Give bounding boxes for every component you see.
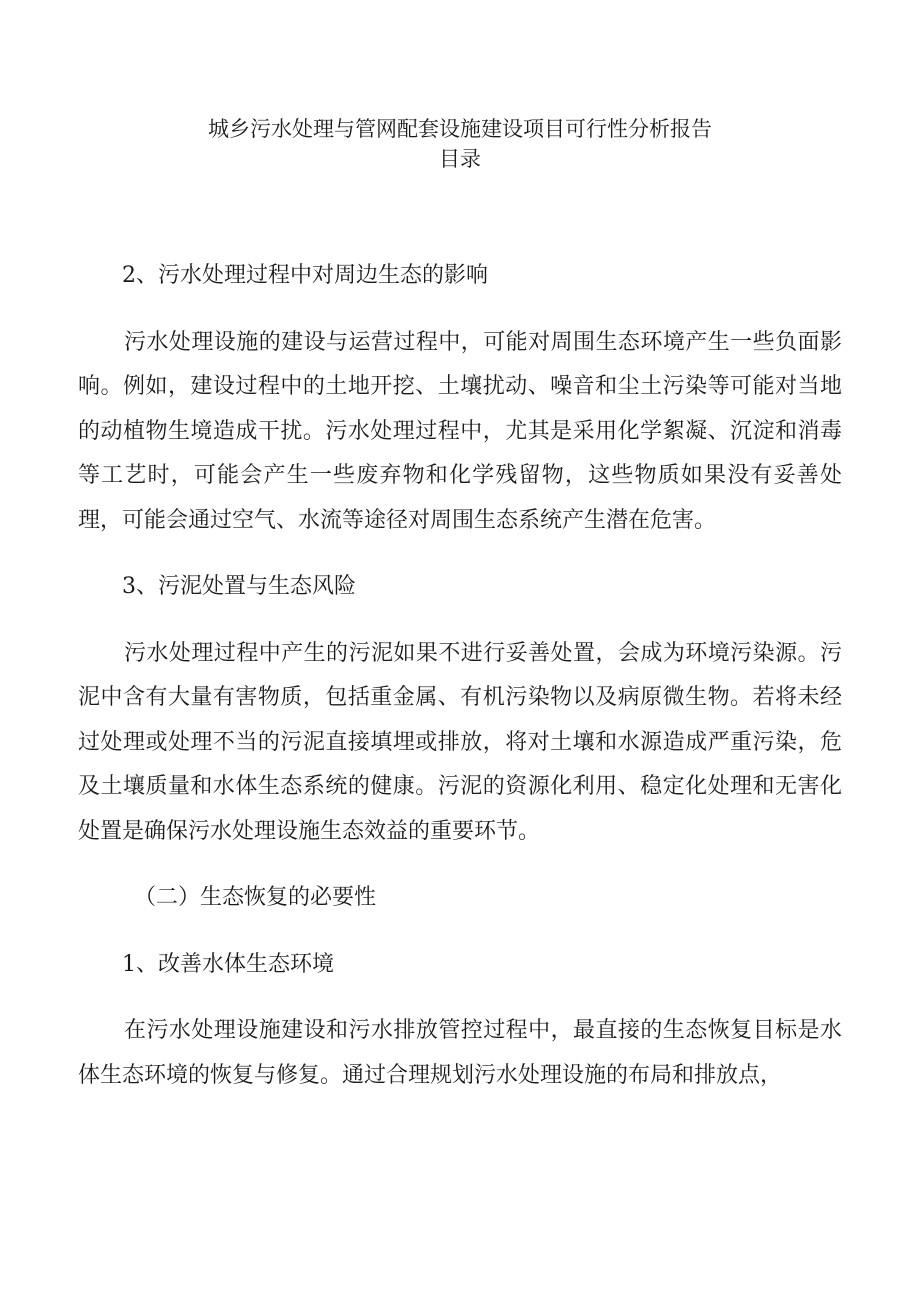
document-title: 城乡污水处理与管网配套设施建设项目可行性分析报告 <box>208 117 712 141</box>
document-body <box>78 254 842 1120</box>
title-block <box>0 114 920 174</box>
section-heading: 2、污水处理过程中对周边生态的影响 <box>122 263 488 288</box>
body-paragraph: 在污水处理设施建设和污水排放管控过程中，最直接的生态恢复目标是水体生态环境的恢复与修复。通过合理规划污水处理设施的布局和排放点， <box>78 1018 842 1088</box>
section-heading: （二）生态恢复的必要性 <box>134 885 377 910</box>
body-paragraph: 污水处理设施的建设与运营过程中，可能对周围生态环境产生一些负面影响。例如，建设过程中的土地开挖、土壤扰动、噪音和尘土污染等可能对当地的动植物生境造成干扰。污水处理过程中，尤其是采用化学絮凝、沉淀和消毒等工艺时，可能会产生一些废弃物和化学残留物，这些物质如果没有妥善处理，可能会通过空气、水流等途径对周围生态系统产生潜在危害。 <box>78 329 842 533</box>
body-paragraph: 污水处理过程中产生的污泥如果不进行妥善处置，会成为环境污染源。污泥中含有大量有害物质，包括重金属、有机污染物以及病原微生物。若将未经过处理或处理不当的污泥直接填埋或排放，将对土壤和水源造成严重污染，危及土壤质量和水体生态系统的健康。污泥的资源化利用、稳定化处理和无害化处置是确保污水处理设施生态效益的重要环节。 <box>78 640 842 844</box>
section-heading: 1、改善水体生态环境 <box>122 951 334 977</box>
document-subtitle: 目录 <box>439 147 481 171</box>
section-heading: 3、污泥处置与生态风险 <box>122 574 356 599</box>
